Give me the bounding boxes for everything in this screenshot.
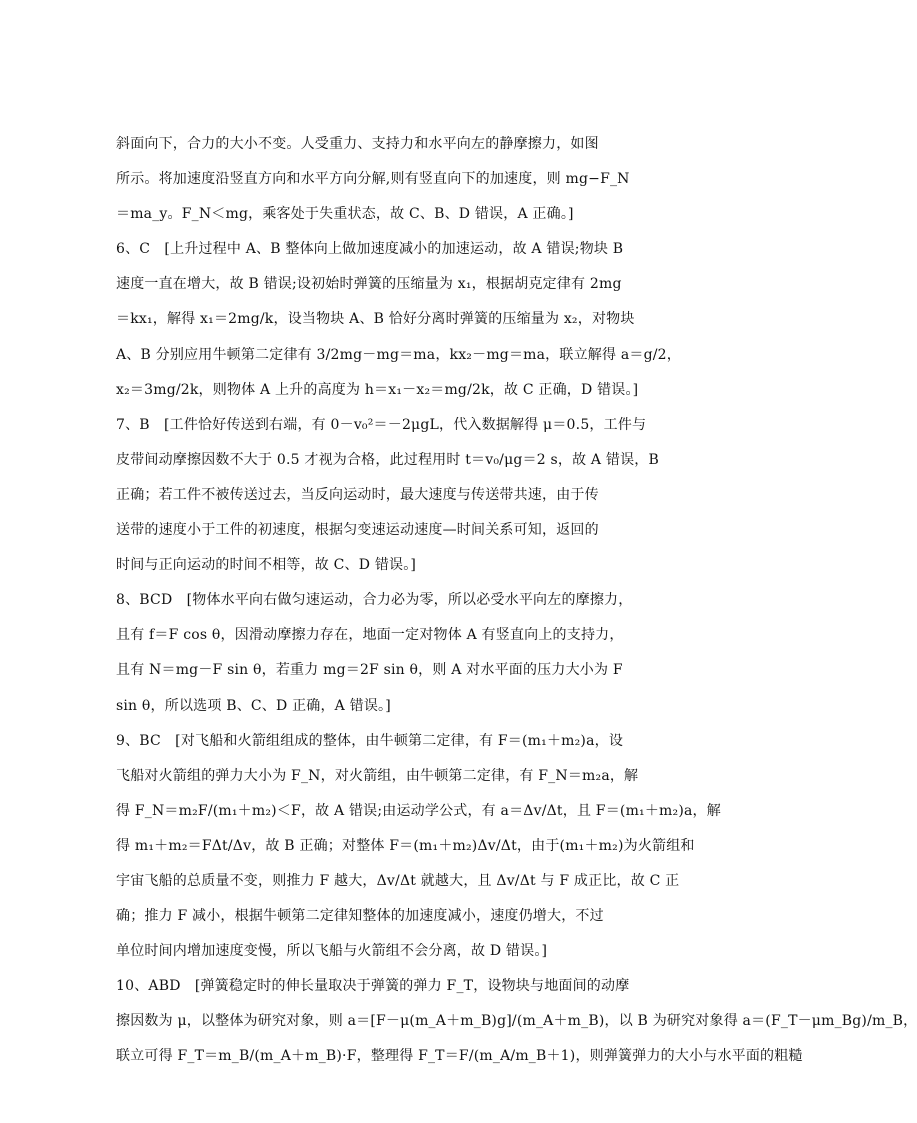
text-line: 斜面向下，合力的大小不变。人受重力、支持力和水平向左的静摩擦力，如图 bbox=[116, 136, 599, 152]
text-line: 确；推力 F 减小，根据牛顿第二定律知整体的加速度减小，速度仍增大，不过 bbox=[116, 908, 604, 925]
text-line: 速度一直在增大，故 B 错误;设初始时弹簧的压缩量为 x₁，根据胡克定律有 2mg bbox=[116, 276, 622, 293]
text-line: x₂＝3mg/2k，则物体 A 上升的高度为 h＝x₁－x₂＝mg/2k，故 C 正确，D 错误。] bbox=[116, 381, 639, 398]
text-line: 得 F_N＝m₂F/(m₁＋m₂)＜F，故 A 错误;由运动学公式，有 a＝Δv/Δt，且 F＝(m₁＋m₂)a，解 bbox=[116, 802, 721, 819]
text-line: 所示。将加速度沿竖直方向和水平方向分解,则有竖直向下的加速度，则 mg−F_N bbox=[116, 171, 630, 188]
text-line: 单位时间内增加速度变慢，所以飞船与火箭组不会分离，故 D 错误。] bbox=[116, 943, 548, 960]
text-line: 9、BC [对飞船和火箭组组成的整体，由牛顿第二定律，有 F＝(m₁＋m₂)a，设 bbox=[116, 732, 624, 749]
text-line: 皮带间动摩擦因数不大于 0.5 才视为合格，此过程用时 t＝v₀/μg＝2 s，故 A 错误，B bbox=[116, 451, 659, 468]
text-line: 且有 f＝F cos θ，因滑动摩擦力存在，地面一定对物体 A 有竖直向上的支持力， bbox=[116, 627, 624, 644]
text-line: 联立可得 F_T＝m_B/(m_A＋m_B)·F，整理得 F_T＝F/(m_A/m_B＋1)，则弹簧弹力的大小与水平面的粗糙 bbox=[116, 1048, 803, 1065]
text-line: ＝kx₁，解得 x₁＝2mg/k，设当物块 A、B 恰好分离时弹簧的压缩量为 x₂，对物块 bbox=[116, 311, 635, 328]
text-line: 宇宙飞船的总质量不变，则推力 F 越大，Δv/Δt 就越大，且 Δv/Δt 与 F 成正比，故 C 正 bbox=[116, 872, 680, 889]
text-line: 10、ABD [弹簧稳定时的伸长量取决于弹簧的弹力 F_T，设物块与地面间的动摩 bbox=[116, 978, 630, 995]
text-line: 时间与正向运动的时间不相等，故 C、D 错误。] bbox=[116, 557, 417, 574]
text-line: sin θ，所以选项 B、C、D 正确，A 错误。] bbox=[116, 697, 391, 714]
text-line: 送带的速度小于工件的初速度，根据匀变速运动速度—时间关系可知，返回的 bbox=[116, 522, 599, 539]
text-line: ＝ma_y。F_N＜mg，乘客处于失重状态，故 C、B、D 错误，A 正确。] bbox=[116, 206, 574, 223]
text-line: 6、C [上升过程中 A、B 整体向上做加速度减小的加速运动，故 A 错误;物块 B bbox=[116, 241, 624, 258]
text-line: 飞船对火箭组的弹力大小为 F_N，对火箭组，由牛顿第二定律，有 F_N＝m₂a，解 bbox=[116, 767, 639, 784]
text-line: 且有 N＝mg－F sin θ，若重力 mg＝2F sin θ，则 A 对水平面的压力大小为 F bbox=[116, 662, 623, 679]
text-line: 得 m₁＋m₂＝FΔt/Δv，故 B 正确；对整体 F＝(m₁＋m₂)Δv/Δt，由于(m₁＋m₂)为火箭组和 bbox=[116, 837, 695, 854]
solution-text bbox=[116, 127, 917, 1075]
text-line: 7、B [工件恰好传送到右端，有 0－v₀²＝－2μgL，代入数据解得 μ＝0.5，工件与 bbox=[116, 416, 647, 433]
text-line: A、B 分别应用牛顿第二定律有 3/2mg－mg＝ma，kx₂－mg＝ma，联立解得 a＝g/2， bbox=[116, 346, 681, 363]
text-line: 擦因数为 μ，以整体为研究对象，则 a＝[F－μ(m_A＋m_B)g]/(m_A＋m_B)，以 B 为研究对象得 a＝(F_T－μm_Bg)/m_B， bbox=[116, 1013, 917, 1030]
text-line: 8、BCD [物体水平向右做匀速运动，合力必为零，所以必受水平向左的摩擦力， bbox=[116, 592, 633, 609]
text-line: 正确；若工件不被传送过去，当反向运动时，最大速度与传送带共速，由于传 bbox=[116, 486, 599, 503]
